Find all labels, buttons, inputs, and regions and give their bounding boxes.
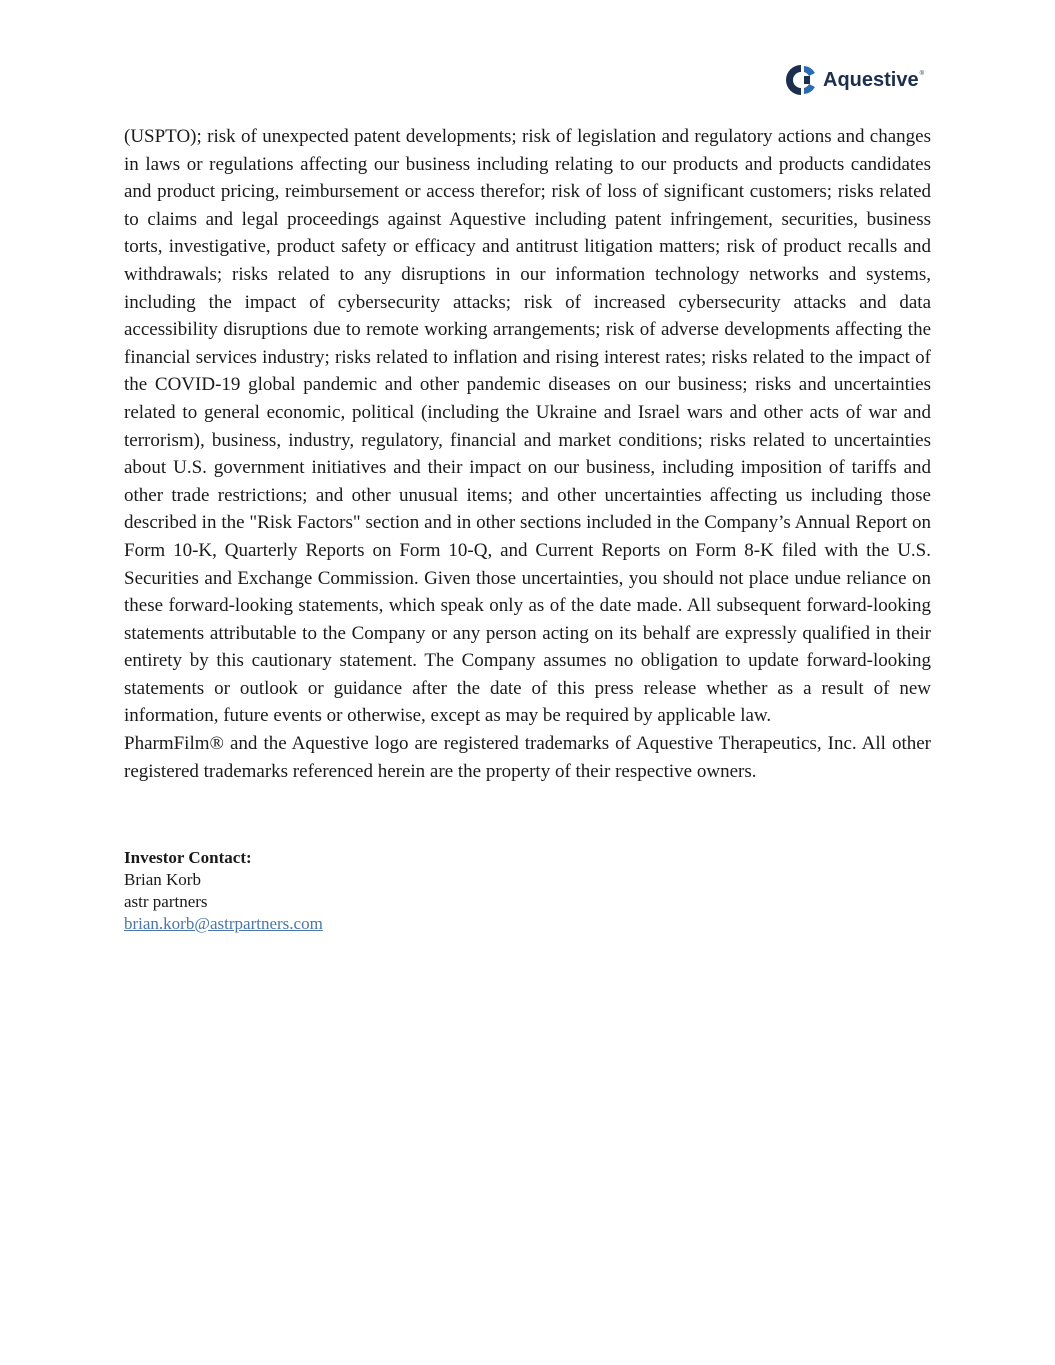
aquestive-mark-icon bbox=[784, 62, 818, 98]
logo-wordmark: Aquestive bbox=[823, 68, 919, 91]
aquestive-logo bbox=[784, 60, 934, 100]
document-body bbox=[124, 123, 931, 934]
logo-trademark: ® bbox=[919, 71, 925, 77]
investor-contact-block bbox=[124, 847, 931, 934]
contact-company: astr partners bbox=[124, 891, 208, 911]
contact-email-link[interactable]: brian.korb@astrpartners.com bbox=[124, 913, 323, 933]
contact-name: Brian Korb bbox=[124, 870, 201, 890]
trademark-paragraph: PharmFilm® and the Aquestive logo are registered trademarks of Aquestive Therapeutics, Inc. All other registered trademarks referenced herein are the property of their respective owners. bbox=[124, 733, 931, 782]
forward-looking-paragraph: (USPTO); risk of unexpected patent developments; risk of legislation and regulatory actions and changes in laws or regulations affecting our business including relating to our products and products candidates and product pricing, reimbursement or access therefor; risk of loss of significant customers; risks related to claims and legal proceedings against Aquestive including patent infringement, securities, business torts, investigative, product safety or efficacy and antitrust litigation matters; risk of product recalls and withdrawals; risks related to any disruptions in our information technology networks and systems, including the impact of cybersecurity attacks; risk of increased cybersecurity attacks and data accessibility disruptions due to remote working arrangements; risk of adverse developments affecting the financial services industry; risks related to inflation and rising interest rates; risks related to the impact of the COVID-19 global pandemic and other pandemic diseases on our business; risks and uncertainties related to general economic, political (including the Ukraine and Israel wars and other acts of war and terrorism), business, industry, regulatory, financial and market conditions; risks related to uncertainties about U.S. government initiatives and their impact on our business, including imposition of tariffs and other trade restrictions; and other unusual items; and other uncertainties affecting us including those described in the "Risk Factors" section and in other sections included in the Company’s Annual Report on Form 10-K, Quarterly Reports on Form 10-Q, and Current Reports on Form 8-K filed with the U.S. Securities and Exchange Commission. Given those uncertainties, you should not place undue reliance on these forward-looking statements, which speak only as of the date made. All subsequent forward-looking statements attributable to the Company or any person acting on its behalf are expressly qualified in their entirety by this cautionary statement. The Company assumes no obligation to update forward-looking statements or outlook or guidance after the date of this press release whether as a result of new information, future events or otherwise, except as may be required by applicable law. bbox=[124, 126, 931, 727]
contact-heading: Investor Contact: bbox=[124, 848, 252, 868]
